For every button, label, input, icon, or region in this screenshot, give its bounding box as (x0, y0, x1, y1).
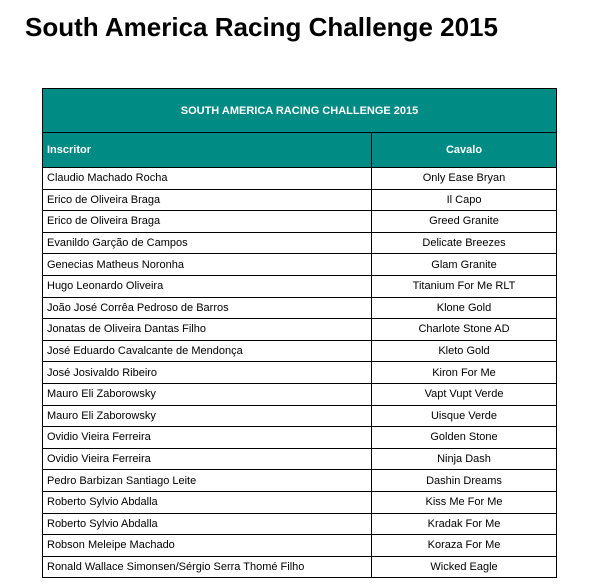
entrant-cell: Roberto Sylvio Abdalla (43, 491, 372, 513)
entrant-cell: Hugo Leonardo Oliveira (43, 275, 372, 297)
horse-cell: Golden Stone (372, 427, 557, 449)
entrant-cell: Mauro Eli Zaborowsky (43, 405, 372, 427)
table-row (43, 362, 557, 384)
table-row (43, 319, 557, 341)
entrant-cell: Jonatas de Oliveira Dantas Filho (43, 319, 372, 341)
entrant-cell: José Josivaldo Ribeiro (43, 362, 372, 384)
horse-cell: Klone Gold (372, 297, 557, 319)
table-row (43, 513, 557, 535)
entrant-cell: Genecias Matheus Noronha (43, 254, 372, 276)
entrant-cell: Roberto Sylvio Abdalla (43, 513, 372, 535)
table-row (43, 189, 557, 211)
table-row (43, 470, 557, 492)
horse-cell: Uisque Verde (372, 405, 557, 427)
entrant-cell: Robson Meleipe Machado (43, 535, 372, 557)
table-row (43, 405, 557, 427)
horse-cell: Vapt Vupt Verde (372, 383, 557, 405)
horse-cell: Kiss Me For Me (372, 491, 557, 513)
horse-cell: Kradak For Me (372, 513, 557, 535)
table-row (43, 556, 557, 578)
table-row (43, 297, 557, 319)
table-row (43, 427, 557, 449)
table-row (43, 211, 557, 233)
table-row (43, 254, 557, 276)
horse-cell: Ninja Dash (372, 448, 557, 470)
horse-cell: Koraza For Me (372, 535, 557, 557)
table-row (43, 232, 557, 254)
table-row (43, 275, 557, 297)
horse-cell: Kleto Gold (372, 340, 557, 362)
horse-cell: Titanium For Me RLT (372, 275, 557, 297)
entrant-cell: Evanildo Garção de Campos (43, 232, 372, 254)
entrant-cell: Erico de Oliveira Braga (43, 211, 372, 233)
entrant-cell: Ovidio Vieira Ferreira (43, 427, 372, 449)
table-row (43, 491, 557, 513)
entrant-cell: Claudio Machado Rocha (43, 168, 372, 190)
table-banner-row (43, 89, 557, 133)
entrant-cell: Erico de Oliveira Braga (43, 189, 372, 211)
table-row (43, 383, 557, 405)
horse-cell: Dashin Dreams (372, 470, 557, 492)
horse-cell: Charlote Stone AD (372, 319, 557, 341)
horse-cell: Wicked Eagle (372, 556, 557, 578)
table-row (43, 448, 557, 470)
entrant-cell: Ronald Wallace Simonsen/Sérgio Serra Thomé Filho (43, 556, 372, 578)
horse-cell: Glam Granite (372, 254, 557, 276)
page-title: South America Racing Challenge 2015 (25, 12, 498, 42)
horse-cell: Il Capo (372, 189, 557, 211)
entrant-cell: Pedro Barbizan Santiago Leite (43, 470, 372, 492)
horse-cell: Only Ease Bryan (372, 168, 557, 190)
entrant-cell: Mauro Eli Zaborowsky (43, 383, 372, 405)
table-row (43, 340, 557, 362)
horse-cell: Delicate Breezes (372, 232, 557, 254)
table-row (43, 168, 557, 190)
entrant-cell: João José Corrêa Pedroso de Barros (43, 297, 372, 319)
column-header-entrant: Inscritor (43, 133, 372, 168)
table-header-row (43, 133, 557, 168)
entries-table (42, 88, 557, 578)
entrant-cell: Ovidio Vieira Ferreira (43, 448, 372, 470)
horse-cell: Greed Granite (372, 211, 557, 233)
column-header-horse: Cavalo (372, 133, 557, 168)
horse-cell: Kiron For Me (372, 362, 557, 384)
entrant-cell: José Eduardo Cavalcante de Mendonça (43, 340, 372, 362)
table-row (43, 535, 557, 557)
table-banner: SOUTH AMERICA RACING CHALLENGE 2015 (43, 89, 557, 133)
